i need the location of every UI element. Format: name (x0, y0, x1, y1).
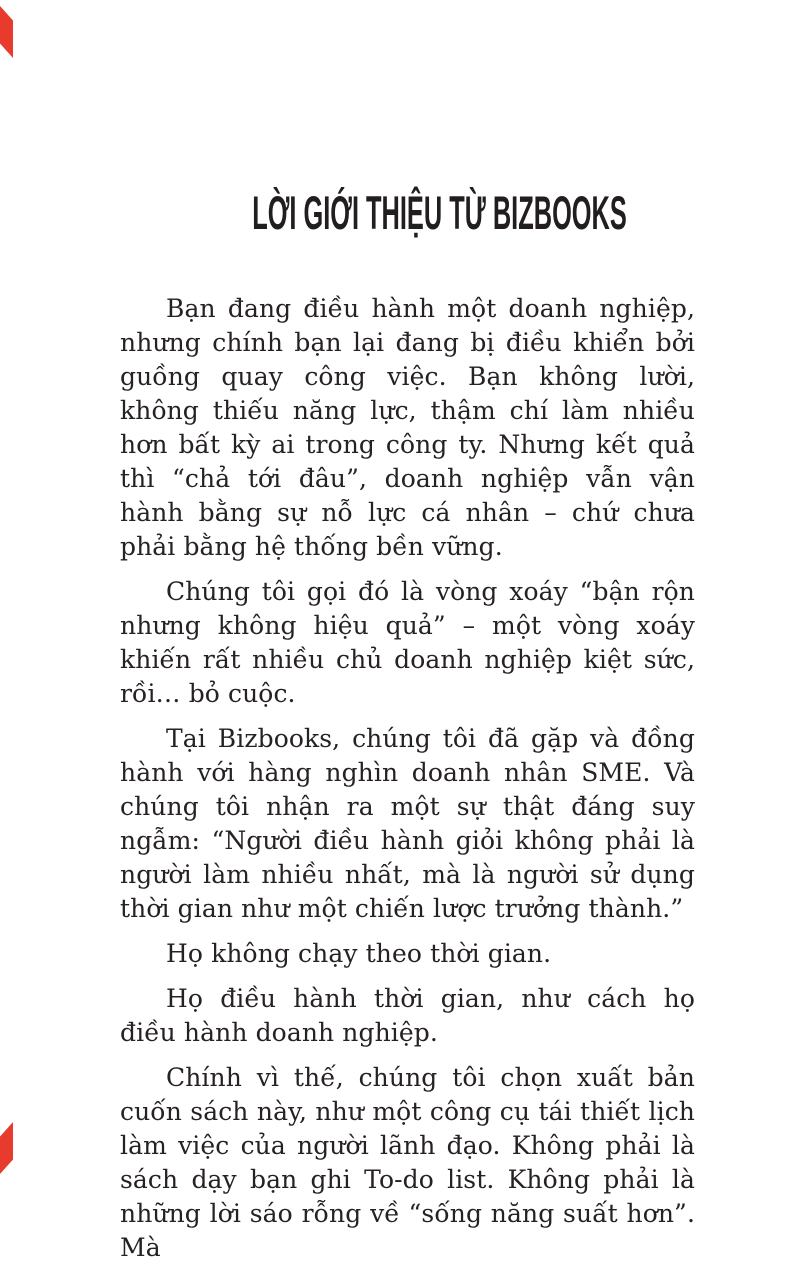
paragraph: Bạn đang điều hành một doanh nghiệp, nhưng chính bạn lại đang bị điều khiển bởi guồng quay công việc. Bạn không lười, không thiếu năng lực, thậm chí làm nhiều hơn bất kỳ ai trong công ty. Nhưng kết quả thì “chả tới đâu”, doanh nghiệp vẫn vận hành bằng sự nỗ lực cá nhân – chứ chưa phải bằng hệ thống bền vững. (120, 294, 695, 561)
page-title: LỜI GIỚI THIỆU TỪ BIZBOOKS (252, 186, 627, 239)
paragraph: Chúng tôi gọi đó là vòng xoáy “bận rộn nhưng không hiệu quả” – một vòng xoáy khiến rất nhiều chủ doanh nghiệp kiệt sức, rồi… bỏ cuộc. (120, 577, 695, 708)
red-corner-mark-top-icon (0, 6, 13, 58)
body-text (120, 292, 695, 1265)
paragraph: Họ không chạy theo thời gian. (166, 939, 552, 968)
page-content (120, 0, 695, 1276)
red-corner-mark-bottom-icon (0, 1122, 13, 1174)
paragraph: Chính vì thế, chúng tôi chọn xuất bản cuốn sách này, như một công cụ tái thiết lịch làm việc của người lãnh đạo. Không phải là sách dạy bạn ghi To-do list. Không phải là những lời sáo rỗng về “sống năng suất hơn”. Mà (120, 1063, 695, 1262)
paragraph: Tại Bizbooks, chúng tôi đã gặp và đồng hành với hàng nghìn doanh nhân SME. Và chúng tôi nhận ra một sự thật đáng suy ngẫm: “Người điều hành giỏi không phải là người làm nhiều nhất, mà là người sử dụng thời gian như một chiến lược trưởng thành.” (120, 724, 695, 923)
paragraph: Họ điều hành thời gian, như cách họ điều hành doanh nghiệp. (120, 984, 695, 1047)
